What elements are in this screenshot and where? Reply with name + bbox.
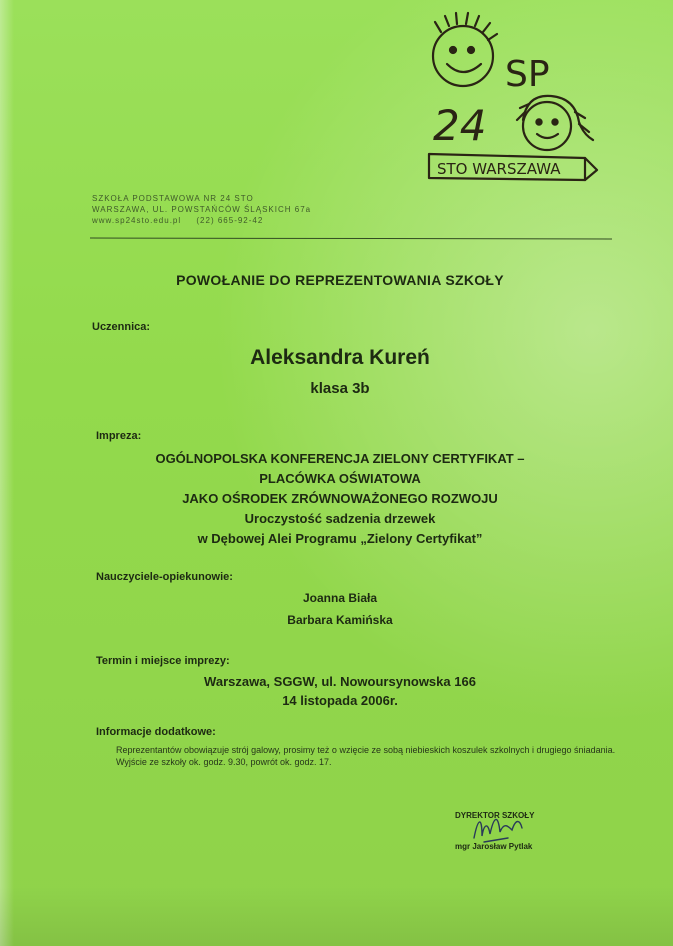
letterhead-school: SZKOŁA PODSTAWOWA NR 24 STO (92, 194, 254, 203)
student-label: Uczennica: (92, 321, 151, 333)
logo-number: 24 (433, 101, 487, 150)
student-class: klasa 3b (310, 380, 370, 397)
venue-details (60, 672, 620, 710)
letterhead-address: WARSZAWA, UL. POWSTAŃCÓW ŚLĄSKICH 67a (92, 205, 312, 214)
letterhead-website: www.sp24sto.edu.pl (92, 216, 182, 225)
header-divider (90, 238, 612, 240)
event-description (60, 449, 620, 549)
venue-place: Warszawa, SGGW, ul. Nowoursynowska 166 (204, 674, 476, 689)
letterhead-phone: (22) 665-92-42 (196, 216, 264, 225)
event-line: w Dębowej Alei Programu „Zielony Certyfikat” (197, 531, 483, 546)
teachers-label: Nauczyciele-opiekunowie: (96, 571, 233, 583)
logo-banner: STO WARSZAWA (437, 160, 561, 178)
teacher-name: Barbara Kamińska (287, 613, 393, 627)
letterhead-contact (92, 215, 311, 226)
event-line: JAKO OŚRODEK ZRÓWNOWAŻONEGO ROZWOJU (182, 491, 498, 506)
student-name: Aleksandra Kureń (250, 346, 430, 369)
event-line: Uroczystość sadzenia drzewek (244, 511, 436, 526)
info-line: Reprezentantów obowiązuje strój galowy, prosimy też o wzięcie ze sobą niebieskich koszulek szkolnych i drugiego śniadania. (116, 745, 616, 755)
logo-sp: SP (505, 54, 550, 95)
event-line: PLACÓWKA OŚWIATOWA (259, 471, 421, 486)
info-line: Wyjście ze szkoły ok. godz. 9.30, powrót ok. godz. 17. (116, 757, 332, 767)
signature-name: mgr Jarosław Pytlak (455, 842, 533, 851)
paper-edge (0, 0, 14, 946)
school-logo (425, 8, 607, 193)
teachers-list (60, 587, 620, 631)
document-title: POWOŁANIE DO REPREZENTOWANIA SZKOŁY (176, 272, 504, 288)
paper-shadow (0, 886, 673, 946)
info-text (96, 744, 616, 768)
event-label: Impreza: (96, 430, 142, 442)
venue-label: Termin i miejsce imprezy: (96, 655, 230, 667)
teacher-name: Joanna Biała (302, 591, 378, 605)
info-label: Informacje dodatkowe: (96, 726, 216, 738)
letterhead (92, 193, 311, 226)
event-line: OGÓLNOPOLSKA KONFERENCJA ZIELONY CERTYFIKAT – (155, 451, 525, 466)
venue-date: 14 listopada 2006r. (282, 693, 398, 708)
signature-title: DYREKTOR SZKOŁY (455, 811, 535, 820)
